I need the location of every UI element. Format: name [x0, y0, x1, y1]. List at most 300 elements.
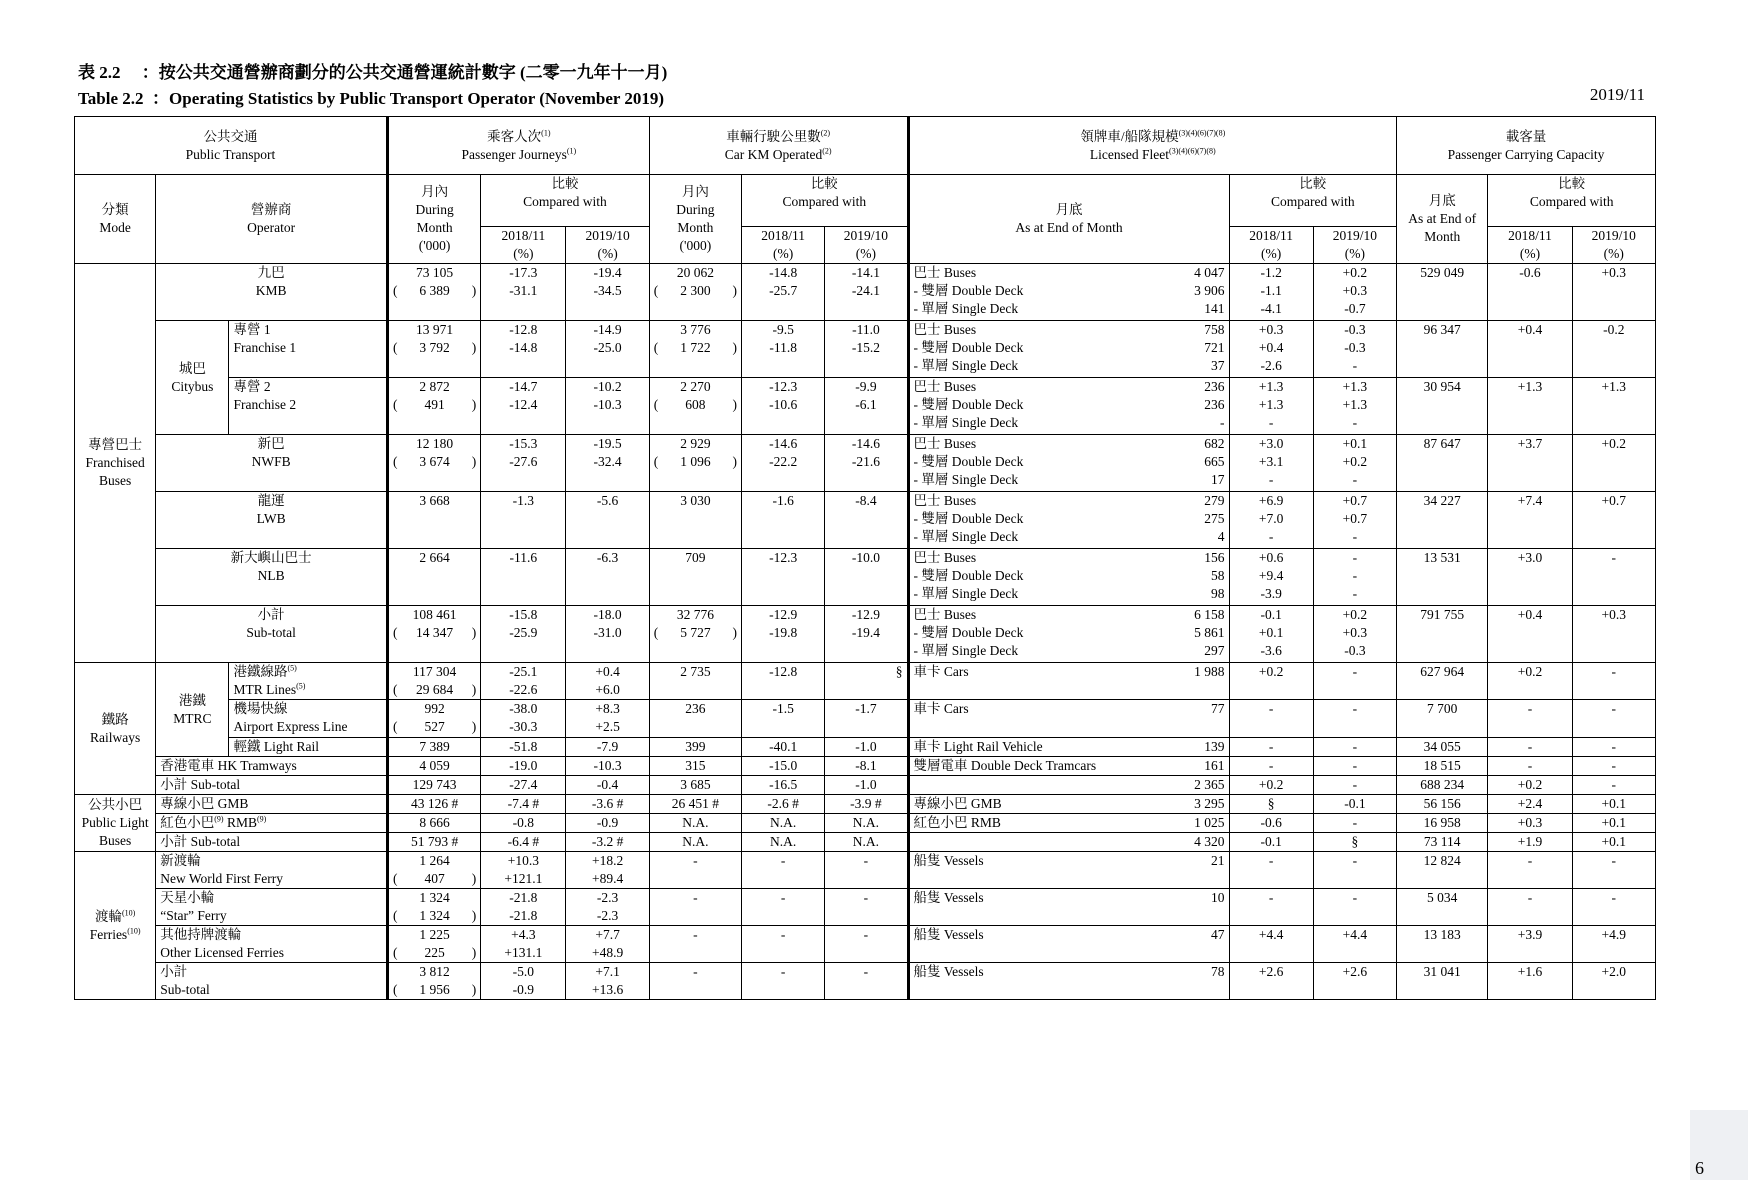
carkm-cell — [649, 435, 741, 492]
carkm-mom-cell — [825, 814, 908, 833]
cell-line: 16 958 — [1423, 815, 1461, 830]
carkm-value: 32 776 — [676, 607, 714, 622]
cell-line: +0.1 — [1601, 834, 1627, 849]
cell-line: - — [1352, 701, 1358, 716]
cell-line: Franchise 1 — [233, 340, 297, 355]
fleet-yoy-cell — [1229, 378, 1313, 435]
footnote: (10) — [127, 926, 141, 935]
cell-line: -0.1 — [1260, 607, 1282, 622]
carkm-yoy-cell — [742, 814, 825, 833]
operator-line-en — [233, 681, 381, 699]
journeys-cell — [387, 738, 480, 757]
cell-line: 529 049 — [1420, 265, 1465, 280]
fleet-value: 98 — [1211, 586, 1225, 601]
capacity-cell — [1397, 889, 1488, 926]
cell-line: -31.1 — [509, 283, 538, 298]
operator-name — [156, 795, 388, 814]
cell-line: Sub-total — [160, 982, 210, 997]
carkm-mom-cell — [825, 757, 908, 776]
carkm-bracket-value: ( 5 727 ) — [653, 625, 738, 640]
cell-line: -0.6 — [1260, 815, 1282, 830]
cell-line: NLB — [257, 568, 285, 583]
cell-line: 3 812 — [419, 964, 450, 979]
cell-line: 3 685 — [680, 777, 711, 792]
carkm-yoy-cell — [742, 378, 825, 435]
cell-line: -0.9 — [596, 815, 619, 830]
journeys-cell — [387, 814, 480, 833]
capacity-cell — [1397, 378, 1488, 435]
fleet-cell — [908, 814, 1229, 833]
cell-line: -1.2 — [1260, 265, 1282, 280]
fleet-cell — [908, 549, 1229, 606]
carkm-value: 709 — [685, 550, 706, 565]
cell-line: - — [780, 927, 786, 942]
cell-line: -30.3 — [509, 719, 538, 734]
cell-line: - — [1611, 739, 1617, 754]
journeys-cell — [387, 435, 480, 492]
fleet-cell — [908, 776, 1229, 795]
cell-line: -14.8 — [769, 265, 798, 280]
cell-line: +1.3 — [1342, 379, 1368, 394]
cell-line: - — [1527, 853, 1533, 868]
capacity-cell — [1397, 492, 1488, 549]
footnote: (5) — [287, 663, 297, 673]
cell-value: 225 — [424, 945, 445, 960]
cell-line: Franchised — [85, 455, 145, 470]
cell-line: - — [1268, 701, 1274, 716]
cell-line: +2.6 — [1258, 964, 1284, 979]
cell-line: +3.1 — [1258, 454, 1284, 469]
fleet-type-label: 車卡 Light Rail Vehicle — [913, 739, 1043, 754]
cell-value: 491 — [424, 397, 445, 412]
cell-line: -19.5 — [593, 436, 622, 451]
journeys-mom-cell — [566, 926, 649, 963]
cell-line: 30 954 — [1423, 379, 1461, 394]
cell-line: - — [1352, 890, 1358, 905]
cell-line: New World First Ferry — [160, 871, 284, 886]
cell-line: 機場快線 — [233, 701, 288, 716]
cell-line: 1 225 — [419, 927, 450, 942]
journeys-cell — [387, 700, 480, 738]
fleet-line — [914, 567, 1225, 585]
fleet-line — [914, 357, 1225, 375]
journeys-yoy-cell — [481, 549, 566, 606]
fleet-yoy-cell — [1229, 549, 1313, 606]
operator-name-zh: 港鐵線路 — [233, 664, 288, 679]
footnote: (9) — [256, 814, 267, 824]
fleet-mom-cell — [1313, 757, 1396, 776]
cell-line: 26 451 # — [671, 796, 719, 811]
cell-line: +0.7 — [1601, 493, 1627, 508]
journeys-yoy-cell — [481, 606, 566, 663]
cell-line: 新渡輪 — [160, 853, 201, 868]
cell-line: ( 1 324 ) — [392, 908, 477, 923]
cell-line: - — [1352, 586, 1358, 601]
fleet-yoy-cell — [1229, 738, 1313, 757]
fleet-value: 297 — [1204, 643, 1225, 658]
carkm-cell — [649, 833, 741, 852]
cell-line: -12.9 — [769, 607, 798, 622]
header-mom: 2019/10 (%) — [1572, 227, 1655, 264]
fleet-value: 141 — [1204, 301, 1225, 316]
capacity-yoy-cell — [1488, 378, 1572, 435]
cell-line: -12.8 — [769, 664, 798, 679]
operator-name — [156, 814, 388, 833]
cell-line: - — [693, 853, 698, 868]
cell-line: - — [1268, 529, 1274, 544]
cell-line: -14.7 — [509, 379, 538, 394]
carkm-cell — [649, 795, 741, 814]
cell-line: N.A. — [770, 834, 797, 849]
cell-line: -38.0 — [509, 701, 538, 716]
header-public-transport: 公共交通 Public Transport — [75, 117, 388, 175]
fleet-value: 21 — [1211, 853, 1225, 868]
journeys-mom-cell — [566, 889, 649, 926]
journeys-yoy-cell — [481, 700, 566, 738]
cell-line: 627 964 — [1420, 664, 1465, 679]
carkm-yoy-cell — [742, 757, 825, 776]
cell-line: -4.1 — [1260, 301, 1282, 316]
cell-line: 7 389 — [419, 739, 450, 754]
fleet-yoy-cell — [1229, 700, 1313, 738]
cell-line: -0.4 — [596, 777, 619, 792]
carkm-mom-cell — [825, 852, 908, 889]
cell-line: -3.6 — [1260, 643, 1282, 658]
capacity-mom-cell — [1572, 757, 1655, 776]
capacity-yoy-cell — [1488, 776, 1572, 795]
capacity-mom-cell — [1572, 889, 1655, 926]
fleet-type-label: - 單層 Single Deck — [913, 643, 1019, 658]
cell-line: +121.1 — [504, 871, 543, 886]
cell-line: -2.3 — [596, 890, 619, 905]
journeys-bracket-value: ( 491 ) — [392, 397, 477, 412]
fleet-mom-cell — [1313, 776, 1396, 795]
fleet-value: 78 — [1211, 964, 1225, 979]
cell-line: -11.0 — [852, 322, 880, 337]
cell-line: 117 304 — [412, 664, 457, 679]
fleet-cell — [908, 378, 1229, 435]
cell-line: -0.3 — [1344, 340, 1366, 355]
fleet-line — [914, 642, 1225, 660]
cell-value: 1 324 — [419, 908, 450, 923]
cell-line: +6.9 — [1258, 493, 1284, 508]
cell-line: -10.3 — [593, 758, 622, 773]
capacity-yoy-cell — [1488, 795, 1572, 814]
cell-value: 1 096 — [680, 454, 711, 469]
cell-value: 29 684 — [416, 682, 454, 697]
journeys-mom-cell — [566, 852, 649, 889]
cell-line — [746, 567, 820, 585]
fleet-value: 1 025 — [1194, 815, 1225, 830]
cell-line: -12.9 — [851, 607, 880, 622]
cell-line: +0.2 — [1342, 454, 1368, 469]
header-yoy: 2018/11 (%) — [1229, 227, 1313, 264]
carkm-mom-cell — [825, 889, 908, 926]
fleet-line — [914, 396, 1225, 414]
fleet-value: 17 — [1211, 472, 1225, 487]
fleet-line — [914, 606, 1225, 624]
fleet-mom-cell — [1313, 606, 1396, 663]
cell-line: -21.8 — [509, 890, 538, 905]
carkm-mom-cell — [825, 663, 908, 700]
journeys-yoy-cell — [481, 833, 566, 852]
capacity-yoy-cell — [1488, 963, 1572, 1000]
journeys-yoy-cell — [481, 814, 566, 833]
cell-line: +2.6 — [1342, 964, 1368, 979]
fleet-value: 758 — [1204, 322, 1225, 337]
cell-line: -12.3 — [769, 550, 798, 565]
cell-line: +0.3 — [1601, 607, 1627, 622]
fleet-type-label: 船隻 Vessels — [913, 927, 984, 942]
cell-line: -5.6 — [596, 493, 619, 508]
cell-line: +89.4 — [591, 871, 624, 886]
cell-line: - — [1352, 550, 1358, 565]
cell-value: 527 — [424, 719, 445, 734]
fleet-cell — [908, 321, 1229, 378]
journeys-cell — [387, 264, 480, 321]
cell-line: +0.4 — [1517, 607, 1543, 622]
fleet-mom-cell — [1313, 795, 1396, 814]
journeys-mom-cell — [566, 757, 649, 776]
cell-line: ( 29 684 ) — [392, 682, 477, 697]
cell-line: - — [693, 964, 698, 979]
operator-name — [156, 435, 388, 492]
carkm-mom-cell — [825, 700, 908, 738]
carkm-mom-cell — [825, 738, 908, 757]
carkm-yoy-cell — [742, 738, 825, 757]
carkm-yoy-cell — [742, 549, 825, 606]
cell-line: - — [1611, 890, 1617, 905]
cell-line: +3.9 — [1517, 927, 1543, 942]
table-row-ferry-2 — [75, 926, 1656, 963]
header-fleet-compared: 比較 Compared with — [1229, 175, 1397, 227]
cell-line: - — [693, 890, 698, 905]
header-capacity-end: 月底 As at End of Month — [1397, 175, 1488, 264]
operator-name — [156, 757, 388, 776]
cell-line: +1.9 — [1517, 834, 1543, 849]
fleet-value: 37 — [1211, 358, 1225, 373]
cell-line: - — [1611, 664, 1617, 679]
capacity-mom-cell — [1572, 321, 1655, 378]
cell-line: 129 743 — [412, 777, 457, 792]
fleet-mom-cell — [1313, 926, 1396, 963]
fleet-line — [914, 757, 1225, 775]
carkm-yoy-cell — [742, 795, 825, 814]
header-mom: 2019/10 (%) — [566, 227, 649, 264]
mode-name-en: Ferries — [89, 926, 128, 942]
cell-line: -8.1 — [855, 758, 877, 773]
cell-line: +1.3 — [1258, 379, 1284, 394]
cell-line: - — [863, 964, 869, 979]
journeys-value: 2 872 — [419, 379, 450, 394]
cell-line: +7.7 — [595, 927, 620, 942]
table-header — [75, 117, 1656, 264]
table-title-en: Table 2.2 ：Operating Statistics by Public Transport Operator (November 2019) — [78, 89, 665, 108]
header-sub-row — [75, 175, 1656, 227]
cell-line: -22.2 — [769, 454, 798, 469]
fleet-yoy-cell — [1229, 264, 1313, 321]
cell-line: -27.6 — [509, 454, 538, 469]
journeys-cell — [387, 833, 480, 852]
fleet-yoy-cell — [1229, 492, 1313, 549]
operator-name — [156, 926, 388, 963]
header-journeys-during: 月內 During Month ('000) — [387, 175, 480, 264]
cell-line: 73 114 — [1423, 834, 1461, 849]
cell-line: 236 — [685, 701, 706, 716]
journeys-cell — [387, 378, 480, 435]
carkm-cell — [649, 264, 741, 321]
cell-line: +7.4 — [1517, 493, 1543, 508]
carkm-bracket-value: ( 608 ) — [653, 397, 738, 412]
operator-name — [156, 606, 388, 663]
capacity-yoy-cell — [1488, 606, 1572, 663]
cell-line: -19.4 — [593, 265, 622, 280]
cell-line: -31.0 — [593, 625, 622, 640]
cell-line: Buses — [98, 833, 132, 848]
cell-line: - — [1268, 758, 1274, 773]
fleet-mom-cell — [1313, 700, 1396, 738]
cell-line: “Star” Ferry — [160, 908, 227, 923]
carkm-cell — [649, 492, 741, 549]
cell-line: -17.3 — [509, 265, 538, 280]
fleet-type-label: - 單層 Single Deck — [913, 472, 1019, 487]
cell-line: -24.1 — [851, 283, 880, 298]
cell-line: -9.5 — [772, 322, 794, 337]
fleet-type-label: - 單層 Single Deck — [913, 301, 1019, 316]
cell-line: 1 324 — [419, 890, 450, 905]
journeys-mom-cell — [566, 963, 649, 1000]
table-row-bus-1 — [75, 321, 1656, 378]
cell-line: -0.1 — [1344, 796, 1366, 811]
cell-line: 96 347 — [1423, 322, 1461, 337]
fleet-mom-cell — [1313, 814, 1396, 833]
cell-line: N.A. — [682, 834, 709, 849]
cell-line: 專營 2 — [233, 379, 271, 394]
cell-line: -9.9 — [855, 379, 877, 394]
header-mom: 2019/10 (%) — [825, 227, 908, 264]
header-yoy: 2018/11 (%) — [742, 227, 825, 264]
fleet-line — [914, 852, 1225, 870]
operator-line — [160, 814, 382, 832]
capacity-cell — [1397, 264, 1488, 321]
fleet-type-label: 巴士 Buses — [913, 379, 977, 394]
journeys-yoy-cell — [481, 963, 566, 1000]
fleet-type-label: 雙層電車 Double Deck Tramcars — [913, 758, 1097, 773]
cell-line: -27.4 — [509, 777, 538, 792]
mode-ferries — [75, 852, 156, 1000]
cell-line: -2.6 # — [767, 796, 799, 811]
journeys-bracket-value: ( 3 674 ) — [392, 454, 477, 469]
cell-line: - — [693, 927, 698, 942]
journeys-mom-cell — [566, 606, 649, 663]
table-row-bus-5 — [75, 549, 1656, 606]
journeys-yoy-cell — [481, 776, 566, 795]
capacity-yoy-cell — [1488, 435, 1572, 492]
fleet-value: 682 — [1204, 436, 1225, 451]
capacity-yoy-cell — [1488, 889, 1572, 926]
carkm-cell — [649, 852, 741, 889]
cell-line: 公共小巴 — [88, 797, 143, 812]
cell-line: -14.6 — [851, 436, 880, 451]
table-row-tramways — [75, 757, 1656, 776]
fleet-value: 721 — [1204, 340, 1225, 355]
cell-line: +0.3 — [1342, 283, 1368, 298]
fleet-type-label: 車卡 Cars — [913, 664, 969, 679]
operator-line-zh — [233, 663, 381, 681]
cell-line: +1.6 — [1517, 964, 1543, 979]
cell-line: Railways — [90, 729, 141, 745]
fleet-line — [914, 300, 1225, 318]
fleet-mom-cell — [1313, 663, 1396, 700]
cell-line: +0.6 — [1258, 550, 1284, 565]
capacity-mom-cell — [1572, 833, 1655, 852]
cell-line: - — [1352, 739, 1358, 754]
cell-line: -1.6 — [772, 493, 794, 508]
cell-line: § — [895, 664, 903, 679]
cell-line: - — [1268, 415, 1274, 430]
capacity-cell — [1397, 833, 1488, 852]
cell-line: 小計 Sub-total — [160, 777, 241, 792]
cell-line: N.A. — [852, 834, 880, 849]
fleet-line — [914, 926, 1225, 944]
operator-name-en: MTR Lines — [233, 682, 297, 697]
capacity-cell — [1397, 852, 1488, 889]
fleet-yoy-cell — [1229, 814, 1313, 833]
cell-line: -10.3 — [593, 397, 622, 412]
journeys-mom-cell — [566, 378, 649, 435]
journeys-yoy-cell — [481, 264, 566, 321]
capacity-yoy-cell — [1488, 321, 1572, 378]
cell-line: Franchise 2 — [233, 397, 297, 412]
cell-line: - — [1611, 701, 1617, 716]
cell-line: +7.1 — [595, 964, 620, 979]
cell-line: ( 527 ) — [392, 719, 477, 734]
fleet-value: 161 — [1204, 758, 1225, 773]
cell-line: -22.6 — [509, 682, 538, 697]
cell-line: 小計 Sub-total — [160, 834, 241, 849]
operator-citybus — [156, 321, 229, 435]
journeys-mom-cell — [566, 700, 649, 738]
carkm-mom-cell — [825, 926, 908, 963]
cell-line: -25.7 — [769, 283, 798, 298]
table-row-ferry-0 — [75, 852, 1656, 889]
journeys-bracket-value: ( 6 389 ) — [392, 283, 477, 298]
cell-line: - — [1352, 777, 1358, 792]
fleet-value: 77 — [1211, 701, 1225, 716]
capacity-yoy-cell — [1488, 852, 1572, 889]
fleet-type-label: - 雙層 Double Deck — [913, 568, 1024, 583]
fleet-cell — [908, 700, 1229, 738]
cell-line: -14.8 — [509, 340, 538, 355]
fleet-type-label: 巴士 Buses — [913, 550, 977, 565]
header-carkm-compared: 比較 Compared with — [742, 175, 909, 227]
cell-line: +13.6 — [591, 982, 624, 997]
header-licensed-fleet: 領牌車/船隊規模$^{(3)(4)(6)(7)(8)}$ Licensed Fleet$^{(3)(4)(6)(7)(8)}$ — [908, 117, 1397, 175]
cell-value: 608 — [685, 397, 706, 412]
carkm-yoy-cell — [742, 852, 825, 889]
carkm-value: 3 030 — [680, 493, 711, 508]
journeys-bracket-value: ( 3 792 ) — [392, 340, 477, 355]
cell-line: +0.2 — [1601, 436, 1627, 451]
cell-line: - — [1268, 472, 1274, 487]
cell-line: 小計 — [160, 964, 188, 979]
fleet-cell — [908, 757, 1229, 776]
carkm-mom-cell — [825, 492, 908, 549]
header-group-row — [75, 117, 1656, 175]
operator-name — [156, 833, 388, 852]
journeys-bracket-value: ( 14 347 ) — [392, 625, 477, 640]
cell-line: 992 — [424, 701, 445, 716]
